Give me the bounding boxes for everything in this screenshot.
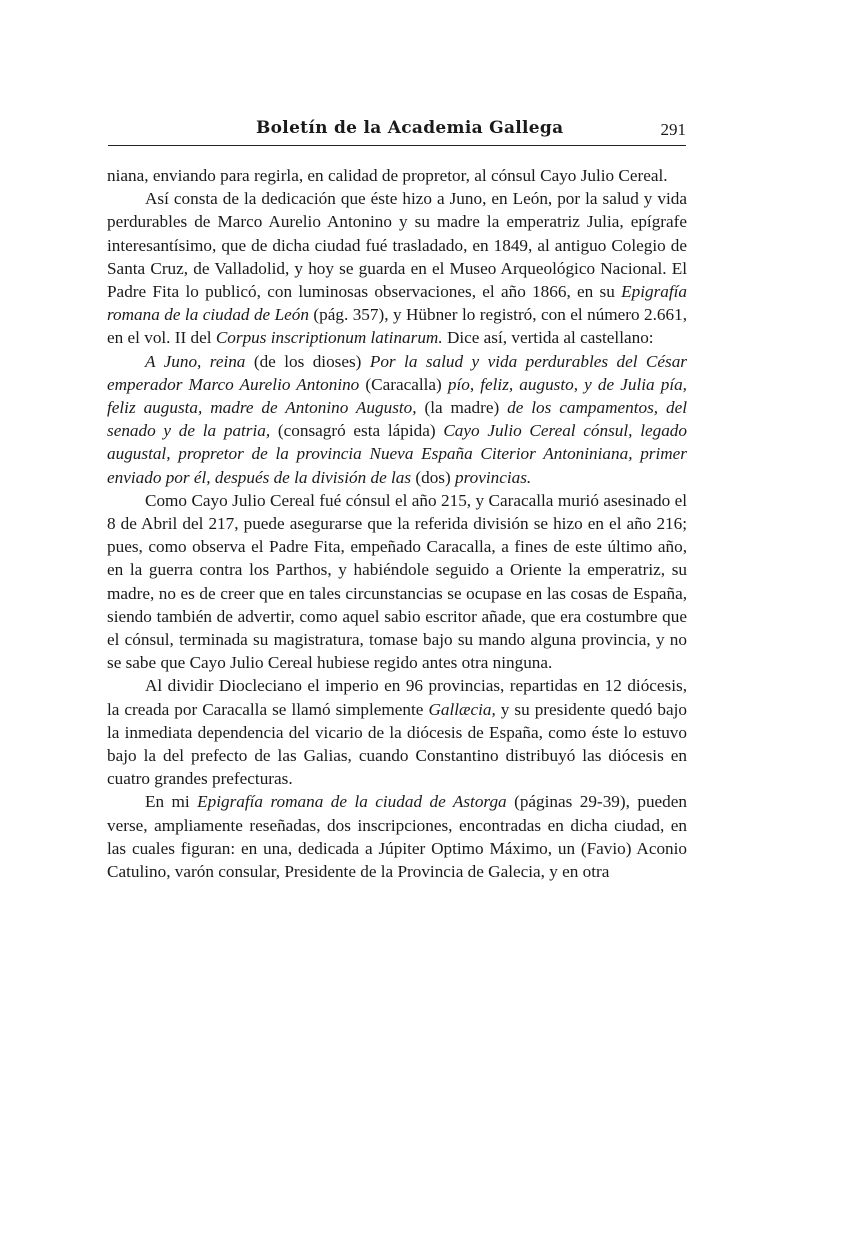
paragraph-1: niana, enviando para regirla, en calidad de propretor, al cónsul Cayo Julio Cereal. (107, 166, 668, 185)
paragraph-6 (107, 790, 687, 883)
text-run: provincias. (455, 467, 532, 487)
text-run: Al dividir Diocleciano el imperio en 96 provincias, repartidas en 12 diócesis, la creada por Caracalla se llamó simplemente (107, 676, 687, 719)
text-run: A Juno, reina (145, 351, 246, 371)
text-run: Dice así, vertida al castellano: (442, 328, 654, 348)
text-run: Por la salud y vida perdurables del César emperador Marco Aurelio Antonino (107, 351, 687, 394)
header-rule (108, 145, 686, 146)
text-run: (de los dioses) (245, 351, 370, 371)
place-name: Gallæcia, (428, 699, 496, 719)
body-text (107, 164, 687, 883)
text-run: En mi (145, 792, 198, 812)
book-title: Epigrafía romana de la ciudad de Astorga (197, 792, 507, 812)
text-run: (la madre) (416, 398, 508, 418)
text-run: pío, feliz, augusto, y de Julia pía, feliz augusta, madre de Antonino Augusto, (107, 374, 687, 418)
page-number: 291 (660, 120, 686, 139)
text-run: (Caracalla) (359, 374, 448, 394)
text-run: (consagró esta lápida) (270, 421, 444, 441)
paragraph-5 (107, 674, 687, 790)
text-run: Cayo Julio Cereal cónsul, legado augustal, propretor de la provincia Nueva España Citerior Antoniniana, primer enviado por él, después de la división de las (107, 421, 687, 487)
text-run: y su presidente quedó bajo la inmediata dependencia del vicario de la diócesis de España, como éste lo estuvo bajo la del prefecto de las Galias, cuando Constantino distribuyó las diócesis en cuatro grandes prefecturas. (107, 699, 687, 789)
text-run: Así consta de la dedicación que éste hizo a Juno, en León, por la salud y vida perdurables de Marco Aurelio Antonino y su madre la emperatriz Julia, epígrafe interesantísimo, que de dicha ciudad fué trasladado, en 1849, al antiguo Colegio de Santa Cruz, de Valladolid, y hoy se guarda en el Museo Arqueológico Nacional. El Padre Fita lo publicó, con luminosas observaciones, el año 1866, en su (107, 189, 687, 302)
book-title: Epigrafía romana de la ciudad de León (107, 282, 687, 325)
inscription-translation (107, 350, 687, 489)
running-header (108, 118, 686, 144)
paragraph-2 (107, 187, 687, 349)
book-title: Corpus inscriptionum latinarum. (215, 328, 443, 348)
text-run: (páginas 29-39), pueden verse, ampliamente reseñadas, dos inscripciones, encontradas en dicha ciudad, en las cuales figuran: en una, dedicada a Júpiter Optimo Máximo, un (Favio) Aconio Catulino, varón consular, Presidente de la Provincia de Galecia, y en otra (107, 792, 687, 882)
paragraph-4: Como Cayo Julio Cereal fué cónsul el año 215, y Caracalla murió asesinado el 8 de Abril del 217, puede asegurarse que la referida división se hizo en el año 216; pues, como observa el Padre Fita, empeñado Caracalla, a fines de este último año, en la guerra contra los Parthos, y habiéndole seguido a Oriente la emperatriz, su madre, no es de creer que en tales circunstancias se ocupase en las cosas de España, siendo también de advertir, como aquel sabio escritor añade, que era costumbre que el cónsul, terminada su magistratura, tomase bajo su mando alguna provincia, y no se sabe que Cayo Julio Cereal hubiese regido antes otra ninguna. (107, 490, 687, 673)
journal-title: Boletín de la Academia Gallega (256, 118, 564, 138)
text-run: (dos) (411, 467, 455, 487)
text-run: (pág. 357), y Hübner lo registró, con el número 2.661, en el vol. II del (107, 305, 688, 348)
text-run: de los campamentos, del senado y de la patria, (107, 398, 687, 441)
